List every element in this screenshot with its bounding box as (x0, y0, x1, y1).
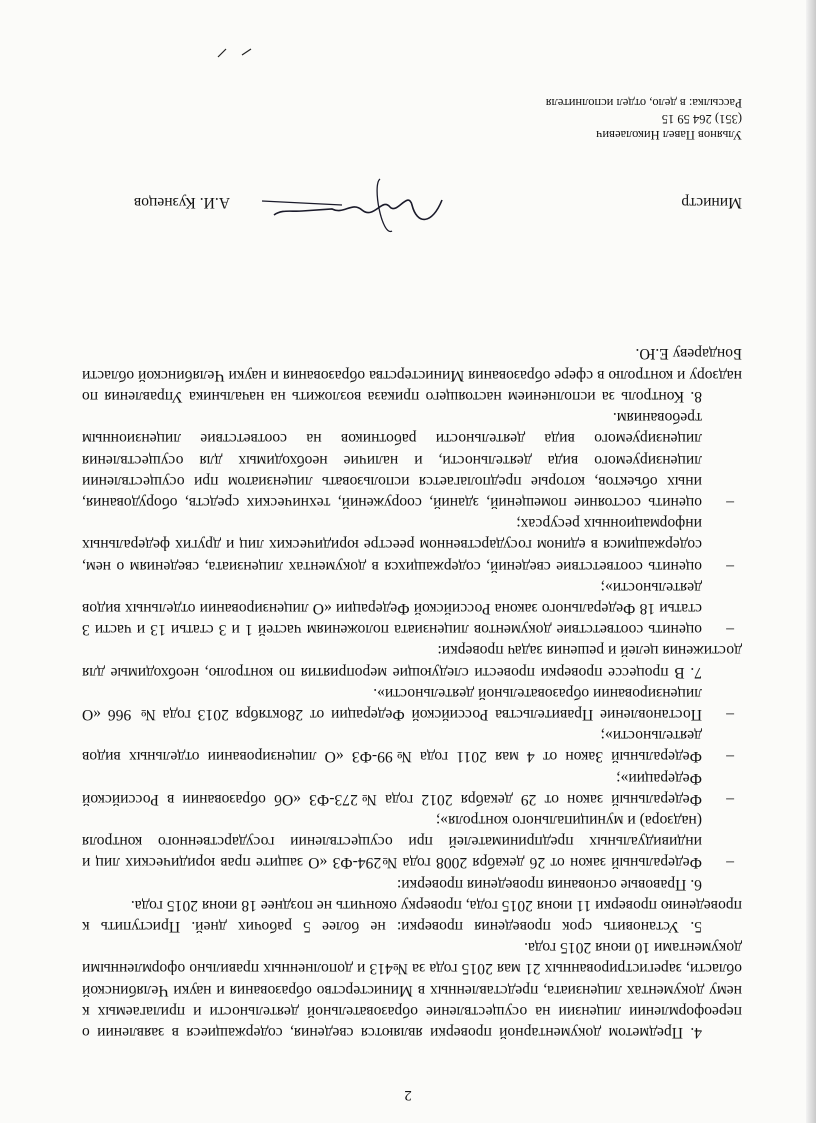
signature-block (82, 185, 742, 245)
legal-basis-list (82, 683, 742, 874)
list-item: – оценить соответствие сведений, содержащихся в документах лицензиата, сведениям о нем, содержащимся в едином государственном реестре юридических лиц и других федеральных информационных ресурсах; (82, 515, 734, 575)
paragraph-4: 4. Предметом документарной проверки являются сведения, содержащиеся в заявлении о переоформлении лицензии на осуществление образовательной деятельности и прилагаемых к нему документах лицензиата, представленных в Министерство образования и науки Челябинской области, зарегистрированных 21 мая 2015 года за №413 и дополненных правильно оформленными документами 10 июня 2015 года. (82, 939, 742, 1041)
paragraph-8: 8. Контроль за исполнением настоящего приказа возложить на начальника Управления по надзору и контролю в сфере образования Министерства образования и науки Челябинской области Бондареву Е.Ю. (82, 345, 742, 405)
paragraph-7: 7. В процессе проверки провести следующие мероприятия по контролю, необходимые для достижения целей и решения задач проверки: (82, 642, 742, 681)
list-item: – Федеральный Закон от 4 мая 2011 года №99-ФЗ «О лицензировании отдельных видов деятельности»; (82, 727, 734, 766)
page-number: 2 (404, 1087, 412, 1103)
list-item: – Федеральный закон от 26 декабря 2008 года №294-ФЗ «О защите прав юридических лиц и индивидуальных предпринимателей при осуществлении государственного контроля (надзора) и муниципального контроля»; (82, 811, 734, 872)
scan-edge-shadow (806, 0, 816, 1123)
list-item: – Постановление Правительства Российской Федерации от 28октября 2013 года № 966 «О лицензировании образовательной деятельности». (82, 684, 734, 723)
footer-block (242, 95, 742, 143)
signer-name: А.И. Кузнецов (133, 194, 230, 211)
list-item: – Федеральный закон от 29 декабря 2012 года №273-ФЗ «Об образовании в Российской Федерации»; (82, 769, 734, 808)
author-phone: (351) 264 59 15 (661, 112, 742, 126)
signer-title: Министр (681, 194, 742, 211)
list-item: – оценить состояние помещений, зданий, сооружений, технических средств, оборудования, иных объектов, которые предполагается использовать лицензиатом при осуществлении лицензируемого вида деятельности, и наличие необходимых для осуществления лицензируемого вида деятельности работников на соответствие лицензионным требованиям. (82, 409, 734, 511)
list-item: – оценить соответствие документов лицензиата положениям частей 1 и 3 статьи 13 и части 3 статьи 18 Федерального закона Российской Федерации «О лицензировании отдельных видов деятельности»; (82, 578, 734, 639)
paragraph-5: 5. Установить срок проведения проверки: не более 5 рабочих дней. Приступить к проведению проверки 11 июня 2015 года, проверку окончить не позднее 18 июня 2015 года. (82, 896, 742, 935)
pen-marks (196, 41, 256, 61)
distribution-list: Рассылка: в дело, отдел исполнителя (545, 96, 742, 110)
paragraph-6: 6. Правовые основания проведения проверки: (396, 875, 702, 893)
handwritten-signature (252, 175, 452, 245)
scan-marks (196, 34, 256, 61)
author-name: Ульянов Павел Николаевич (596, 128, 742, 142)
document-body (82, 343, 742, 1043)
control-measures-list (82, 407, 742, 640)
